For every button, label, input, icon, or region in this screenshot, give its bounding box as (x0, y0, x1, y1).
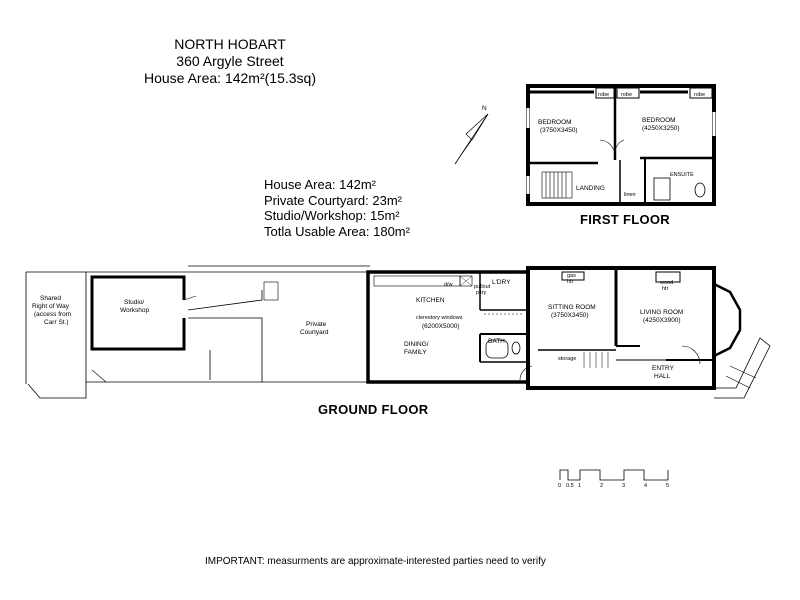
bedroom2-label: BEDROOM (642, 117, 676, 124)
entry-hall-line1: ENTRY (652, 365, 674, 372)
linen-label: linen (624, 192, 636, 198)
area-studio: Studio/Workshop: 15m² (264, 208, 400, 223)
bedroom2-dims: (4250X3250) (642, 125, 680, 132)
scale-tick-3: 3 (622, 483, 626, 489)
scale-tick-0: 0 (558, 483, 562, 489)
storage-label: storage (558, 356, 577, 362)
dining-label-line2: FAMILY (404, 349, 427, 356)
ground-floor-title: GROUND FLOOR (318, 402, 429, 417)
address-line: 360 Argyle Street (176, 53, 284, 69)
first-floor-title: FIRST FLOOR (580, 212, 670, 227)
right-of-way-line2: Right of Way (32, 303, 69, 310)
scale-tick-1: 1 (578, 483, 582, 489)
bath-label: BATH (488, 338, 505, 345)
robe-label-1: robe (598, 92, 610, 98)
entry-hall-line2: HALL (654, 373, 671, 380)
studio-label-line1: Studio/ (124, 299, 145, 306)
area-total: Totla Usable Area: 180m² (264, 223, 410, 239)
right-of-way-line1: Shared (40, 295, 61, 302)
scale-tick-4: 4 (644, 483, 648, 489)
courtyard-label-line1: Private (306, 321, 327, 328)
gas-heater-label-line2: htr (567, 279, 574, 285)
sitting-room-dims: (3750X3450) (551, 312, 589, 319)
studio-label-line2: Workshop (120, 307, 150, 314)
robe-label-2: robe (621, 92, 633, 98)
disclaimer-note: IMPORTANT: measurments are approximate-interested parties need to verify (205, 556, 546, 567)
suburb-title: NORTH HOBART (174, 36, 286, 52)
scale-tick-0-5: 0.5 (566, 483, 574, 489)
area-courtyard: Private Courtyard: 23m² (264, 192, 402, 208)
clerestory-label: clerestory windows (416, 315, 463, 321)
dining-label-line1: DINING/ (404, 341, 429, 348)
bedroom1-dims: (3750X3450) (540, 127, 578, 134)
landing-label: LANDING (576, 185, 605, 192)
kitchen-dims: (6200X5000) (422, 323, 460, 330)
pantry-label-line1: pullout (474, 284, 491, 290)
living-room-dims: (4250X3900) (643, 317, 681, 324)
area-house: House Area: 142m² (264, 177, 377, 192)
north-label: N (482, 105, 487, 112)
dishwasher-label: d/w (444, 282, 453, 288)
kitchen-label: KITCHEN (416, 297, 445, 304)
scale-tick-2: 2 (600, 483, 604, 489)
ensuite-label: ENSUITE (670, 172, 694, 178)
right-of-way-line3: (access from (34, 311, 72, 318)
right-of-way-line4: Carr St.) (44, 319, 69, 326)
scale-bar (560, 470, 668, 480)
house-area-line: House Area: 142m²(15.3sq) (144, 70, 316, 86)
sitting-room-label: SITTING ROOM (548, 304, 596, 311)
robe-label-3: robe (694, 92, 706, 98)
bedroom1-label: BEDROOM (538, 119, 572, 126)
living-room-label: LIVING ROOM (640, 309, 684, 316)
scale-tick-5: 5 (666, 483, 670, 489)
courtyard-label-line2: Courtyard (300, 329, 329, 336)
laundry-label: L'DRY (492, 279, 511, 286)
gas-heater-label-line1: gas (567, 273, 576, 279)
pantry-label-line2: p'try (476, 290, 487, 296)
wood-heater-label-line2: htr (662, 286, 669, 292)
north-arrow-icon (455, 105, 488, 164)
wood-heater-label-line1: wood (660, 280, 674, 286)
first-floor-plan (528, 86, 714, 204)
